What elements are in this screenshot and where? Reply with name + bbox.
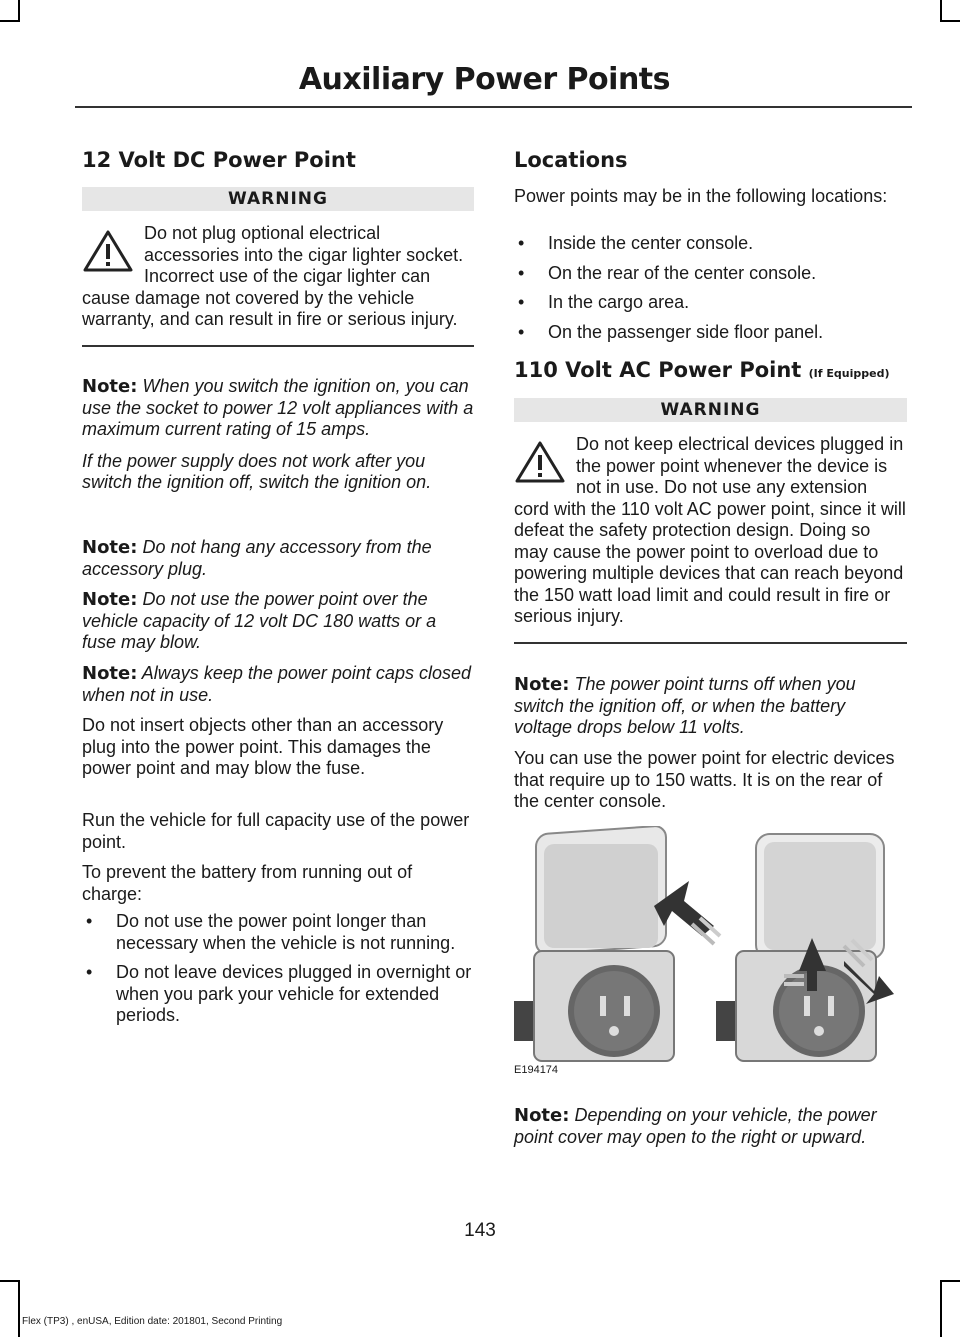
note-label: Note: <box>82 376 138 397</box>
list-item: • Do not use the power point longer than necessary when the vehicle is not running. <box>82 911 474 954</box>
warning-box <box>514 398 907 644</box>
note-text: If the power supply does not work after you switch the ignition off, switch the ignition on. <box>82 450 432 492</box>
body-text: You can use the power point for electric devices that require up to 150 watts. It is on the rear of the center console. <box>514 748 895 811</box>
heading-text: 110 Volt AC Power Point <box>514 358 802 382</box>
body-paragraph <box>514 186 907 208</box>
crop-mark <box>940 20 960 22</box>
bullet-list <box>514 233 907 351</box>
warning-triangle-icon <box>514 440 566 484</box>
note-text: Do not hang any accessory from the accessory plug. <box>82 537 432 579</box>
outlet-cover-open-up <box>716 834 894 1061</box>
body-paragraph <box>82 810 474 853</box>
warning-rule <box>514 642 907 644</box>
list-item: • Inside the center console. <box>514 233 907 255</box>
power-outlet-figure <box>514 826 907 1076</box>
warning-rule <box>82 345 474 347</box>
body-text: Do not insert objects other than an accessory plug into the power point. This damages the power point and may blow the fuse. <box>82 715 444 778</box>
bullet-list <box>82 911 474 1035</box>
note <box>82 537 474 580</box>
note <box>82 589 474 654</box>
section-heading: 12 Volt DC Power Point <box>82 148 356 172</box>
crop-mark <box>18 0 20 20</box>
warning-triangle-icon <box>82 229 134 273</box>
note-text: When you switch the ignition on, you can use the socket to power 12 volt appliances with a maximum current rating of 15 amps. <box>82 376 474 439</box>
note <box>82 376 474 494</box>
power-point-illustration <box>514 826 907 1076</box>
body-text: Power points may be in the following locations: <box>514 186 888 206</box>
list-item: • Do not leave devices plugged in overnight or when you park your vehicle for extended periods. <box>82 962 474 1027</box>
heading-qualifier: (If Equipped) <box>808 367 890 380</box>
warning-label: WARNING <box>514 398 907 422</box>
crop-mark <box>0 1280 20 1282</box>
body-text: To prevent the battery from running out of charge: <box>82 862 413 904</box>
note-text: The power point turns off when you switch the ignition off, or when the battery voltage drops below 11 volts. <box>514 674 856 737</box>
note-label: Note: <box>514 674 570 695</box>
note-text: Depending on your vehicle, the power point cover may open to the right or upward. <box>514 1105 877 1147</box>
note-text: Do not use the power point over the vehicle capacity of 12 volt DC 180 watts or a fuse may blow. <box>82 589 437 652</box>
warning-text: Do not keep electrical devices plugged in the power point whenever the device is not in use. Do not use any extension cord with the 110 volt AC power point, since it will defeat the safety protection design. Doing so may cause the power point to overload due to powering multiple devices that can reach beyond the 150 watt load limit and could result in fire or serious injury. <box>514 434 906 626</box>
crop-mark <box>940 1280 942 1337</box>
note-text: Always keep the power point caps closed when not in use. <box>82 663 471 705</box>
list-item: • On the passenger side floor panel. <box>514 322 907 344</box>
body-paragraph <box>82 862 474 905</box>
warning-text: Do not plug optional electrical accessories into the cigar lighter socket. Incorrect use of the cigar lighter can cause damage not covered by the vehicle warranty, and can result in fire or serious injury. <box>82 223 464 329</box>
crop-mark <box>940 0 942 20</box>
page-title: Auxiliary Power Points <box>298 62 670 97</box>
section-heading: Locations <box>514 148 628 172</box>
note <box>514 1105 907 1148</box>
page-number: 143 <box>464 1220 496 1241</box>
header-rule <box>75 106 912 108</box>
body-paragraph <box>82 715 474 780</box>
warning-box <box>82 187 474 347</box>
figure-id: E194174 <box>514 1064 559 1076</box>
section-heading <box>514 358 890 382</box>
crop-mark <box>18 1280 20 1337</box>
note-label: Note: <box>82 589 138 610</box>
list-item: • In the cargo area. <box>514 292 907 314</box>
note-label: Note: <box>514 1105 570 1126</box>
body-paragraph <box>514 748 907 813</box>
crop-mark <box>940 1280 960 1282</box>
warning-label: WARNING <box>82 187 474 211</box>
note-label: Note: <box>82 663 138 684</box>
body-text: Run the vehicle for full capacity use of the power point. <box>82 810 470 852</box>
note <box>514 674 907 739</box>
note-label: Note: <box>82 537 138 558</box>
footer-text: Flex (TP3) , enUSA, Edition date: 201801, Second Printing <box>22 1316 283 1327</box>
crop-mark <box>0 20 20 22</box>
note <box>82 663 474 706</box>
outlet-cover-open-right <box>514 826 720 1061</box>
list-item: • On the rear of the center console. <box>514 263 907 285</box>
